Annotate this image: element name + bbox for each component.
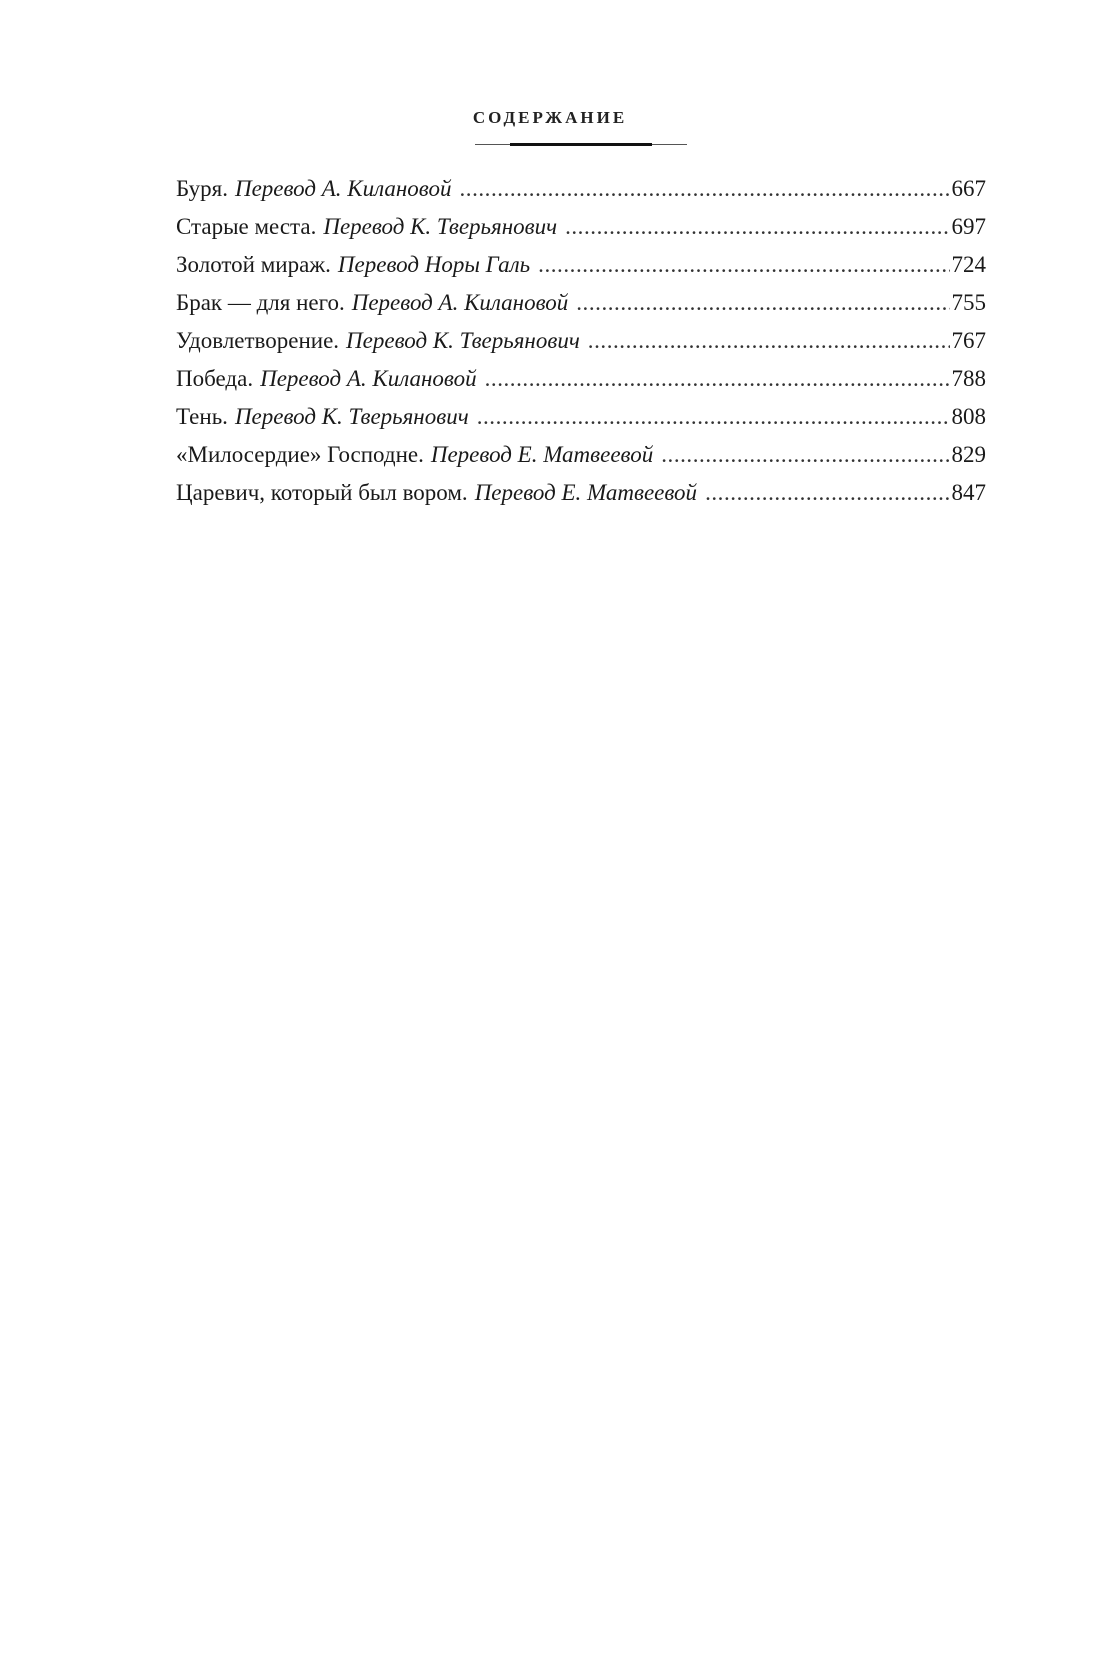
toc-entry (176, 284, 986, 322)
dot-leader (477, 398, 950, 436)
entry-page-number: 808 (951, 404, 986, 429)
dot-leader (565, 208, 949, 246)
entry-translator: Перевод А. Килановой (351, 290, 569, 315)
entry-title: Победа. (176, 366, 254, 391)
toc-entry (176, 170, 986, 208)
entry-title: Старые места. (176, 214, 317, 239)
entry-translator: Перевод А. Килановой (260, 366, 477, 391)
entry-title: «Милосердие» Господне. (176, 442, 424, 467)
entry-title: Царевич, который был вором. (176, 480, 468, 505)
entry-page-number: 829 (951, 442, 986, 467)
entry-translator: Перевод А. Килановой (234, 176, 452, 201)
entry-title: Тень. (176, 404, 228, 429)
entry-translator: Перевод К. Тверьянович (234, 404, 469, 429)
toc-entry (176, 436, 986, 474)
entry-page-number: 788 (951, 366, 986, 391)
entry-page-number: 755 (951, 290, 986, 315)
entry-translator: Перевод Е. Матвеевой (474, 480, 698, 505)
entry-translator: Перевод Норы Галь (337, 252, 531, 277)
entry-page-number: 847 (951, 480, 986, 505)
dot-leader (661, 436, 949, 474)
toc-entry (176, 474, 986, 512)
entry-title: Брак — для него. (176, 290, 345, 315)
dot-leader (705, 474, 949, 512)
contents-heading: СОДЕРЖАНИЕ (472, 108, 628, 127)
entry-translator: Перевод Е. Матвеевой (430, 442, 654, 467)
heading-rule-accent (510, 143, 652, 146)
dot-leader (485, 360, 950, 398)
dot-leader (459, 170, 949, 208)
table-of-contents (176, 170, 986, 512)
entry-page-number: 667 (951, 176, 986, 201)
toc-entry (176, 322, 986, 360)
entry-title: Буря. (176, 176, 228, 201)
entry-page-number: 697 (951, 214, 986, 239)
entry-translator: Перевод К. Тверьянович (323, 214, 558, 239)
entry-page-number: 724 (951, 252, 986, 277)
toc-entry (176, 360, 986, 398)
toc-entry (176, 398, 986, 436)
toc-entry (176, 208, 986, 246)
entry-title: Золотой мираж. (176, 252, 331, 277)
toc-entry (176, 246, 986, 284)
entry-translator: Перевод К. Тверьянович (346, 328, 580, 353)
dot-leader (538, 246, 949, 284)
dot-leader (588, 322, 950, 360)
entry-page-number: 767 (951, 328, 986, 353)
dot-leader (576, 284, 949, 322)
entry-title: Удовлетворение. (176, 328, 340, 353)
